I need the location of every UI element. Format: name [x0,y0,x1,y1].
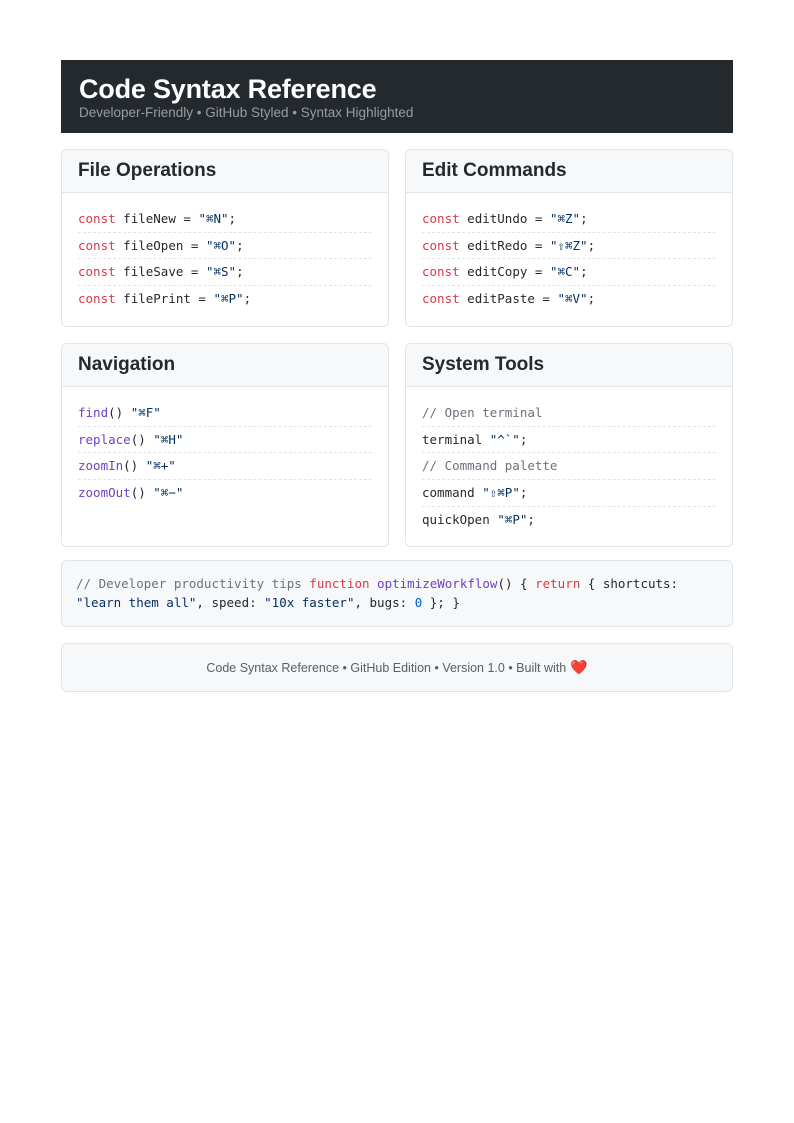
string-value: "⌘Z" [549,211,581,226]
punct: () [130,485,154,501]
code-block [62,193,388,313]
function-name: find [78,405,109,420]
string-value: "10x faster" [264,595,355,610]
code-line [78,206,372,233]
punct: ; [580,211,588,226]
card-title: Navigation [78,354,176,375]
punct: () [130,431,154,447]
code-line [78,259,372,286]
card-header [406,344,732,387]
code-line [78,286,372,313]
string-value: "⌘V" [557,291,588,307]
edit-commands-card [405,149,733,327]
punct: ; [519,485,528,501]
footer-text: Code Syntax Reference • GitHub Edition • Version 1.0 • Built with [206,660,567,675]
function-name: optimizeWorkflow [369,576,498,591]
string-value: "⌘N" [198,211,229,226]
page-subtitle: Developer-Friendly • GitHub Styled • Syntax Highlighted [79,105,414,120]
card-header [62,344,388,387]
punct: , bugs: [354,595,415,610]
identifier: fileOpen = [115,237,206,253]
identifier: editUndo = [459,211,550,226]
string-value: "⌘P" [497,511,528,527]
keyword: const [78,264,116,280]
page-header [61,60,733,133]
string-value: "⌘+" [145,458,176,474]
page-footer [61,643,733,692]
code-line [78,453,372,480]
card-header [406,150,732,193]
code-line [422,507,716,534]
productivity-tip-block [61,560,733,627]
punct: () [123,458,146,474]
string-value: "⇧⌘P" [482,485,520,501]
identifier: editRedo = [459,237,550,253]
card-title: Edit Commands [422,160,567,181]
system-tools-card [405,343,733,547]
string-value: "⌘H" [153,431,184,447]
code-line [78,233,372,260]
code-line [422,480,716,507]
file-operations-card [61,149,389,327]
punct: ; [587,237,596,253]
code-block [406,193,732,313]
keyword: const [422,291,460,307]
keyword: const [422,211,460,226]
code-block [62,387,388,507]
keyword: const [78,211,116,226]
identifier: fileNew = [115,211,199,226]
code-line [422,427,716,454]
card-title: File Operations [78,160,217,181]
punct: ; [580,264,588,280]
code-line [78,480,372,507]
string-value: "⌘S" [205,264,237,280]
code-comment: // Open terminal [422,400,716,427]
code-line [422,233,716,260]
punct: ; [519,431,528,447]
identifier: command [422,485,483,501]
punct: }; } [422,595,460,610]
code-line [78,427,372,454]
function-name: zoomOut [78,485,131,501]
card-header [62,150,388,193]
punct: () [108,405,131,420]
code-comment: // Developer productivity tips [76,576,310,591]
number-value: 0 [414,595,423,610]
string-value: "learn them all" [76,595,197,610]
string-value: "⌘F" [130,405,161,420]
string-value: "⌘P" [213,291,244,307]
punct: ; [587,291,596,307]
card-title: System Tools [422,354,545,375]
identifier: quickOpen [422,511,498,527]
keyword: const [422,237,460,253]
code-line [422,286,716,313]
identifier: editCopy = [459,264,550,280]
code-block [406,387,732,533]
identifier: editPaste = [459,291,558,307]
string-value: "^`" [489,431,520,447]
string-value: "⇧⌘Z" [549,237,588,253]
identifier: filePrint = [115,291,214,307]
punct: ; [228,211,237,226]
punct: () { [497,576,536,591]
keyword: return [535,576,581,591]
string-value: "⌘−" [153,485,184,501]
string-value: "⌘O" [205,237,237,253]
punct: { shortcuts: [580,576,679,591]
punct: ; [236,237,244,253]
navigation-card [61,343,389,547]
code-line [422,206,716,233]
punct: ; [236,264,244,280]
identifier: terminal [422,431,490,447]
code-line [422,259,716,286]
code-line [78,400,372,427]
punct: ; [527,511,535,527]
keyword: const [78,291,116,307]
page-title: Code Syntax Reference [79,74,377,104]
keyword: const [78,237,116,253]
punct: , speed: [196,595,265,610]
keyword: const [422,264,460,280]
code-comment: // Command palette [422,453,716,480]
punct: ; [243,291,252,307]
function-name: zoomIn [78,458,124,474]
keyword: function [309,576,370,591]
heart-icon: ❤️ [570,659,588,675]
function-name: replace [78,431,131,447]
string-value: "⌘C" [549,264,581,280]
identifier: fileSave = [115,264,206,280]
